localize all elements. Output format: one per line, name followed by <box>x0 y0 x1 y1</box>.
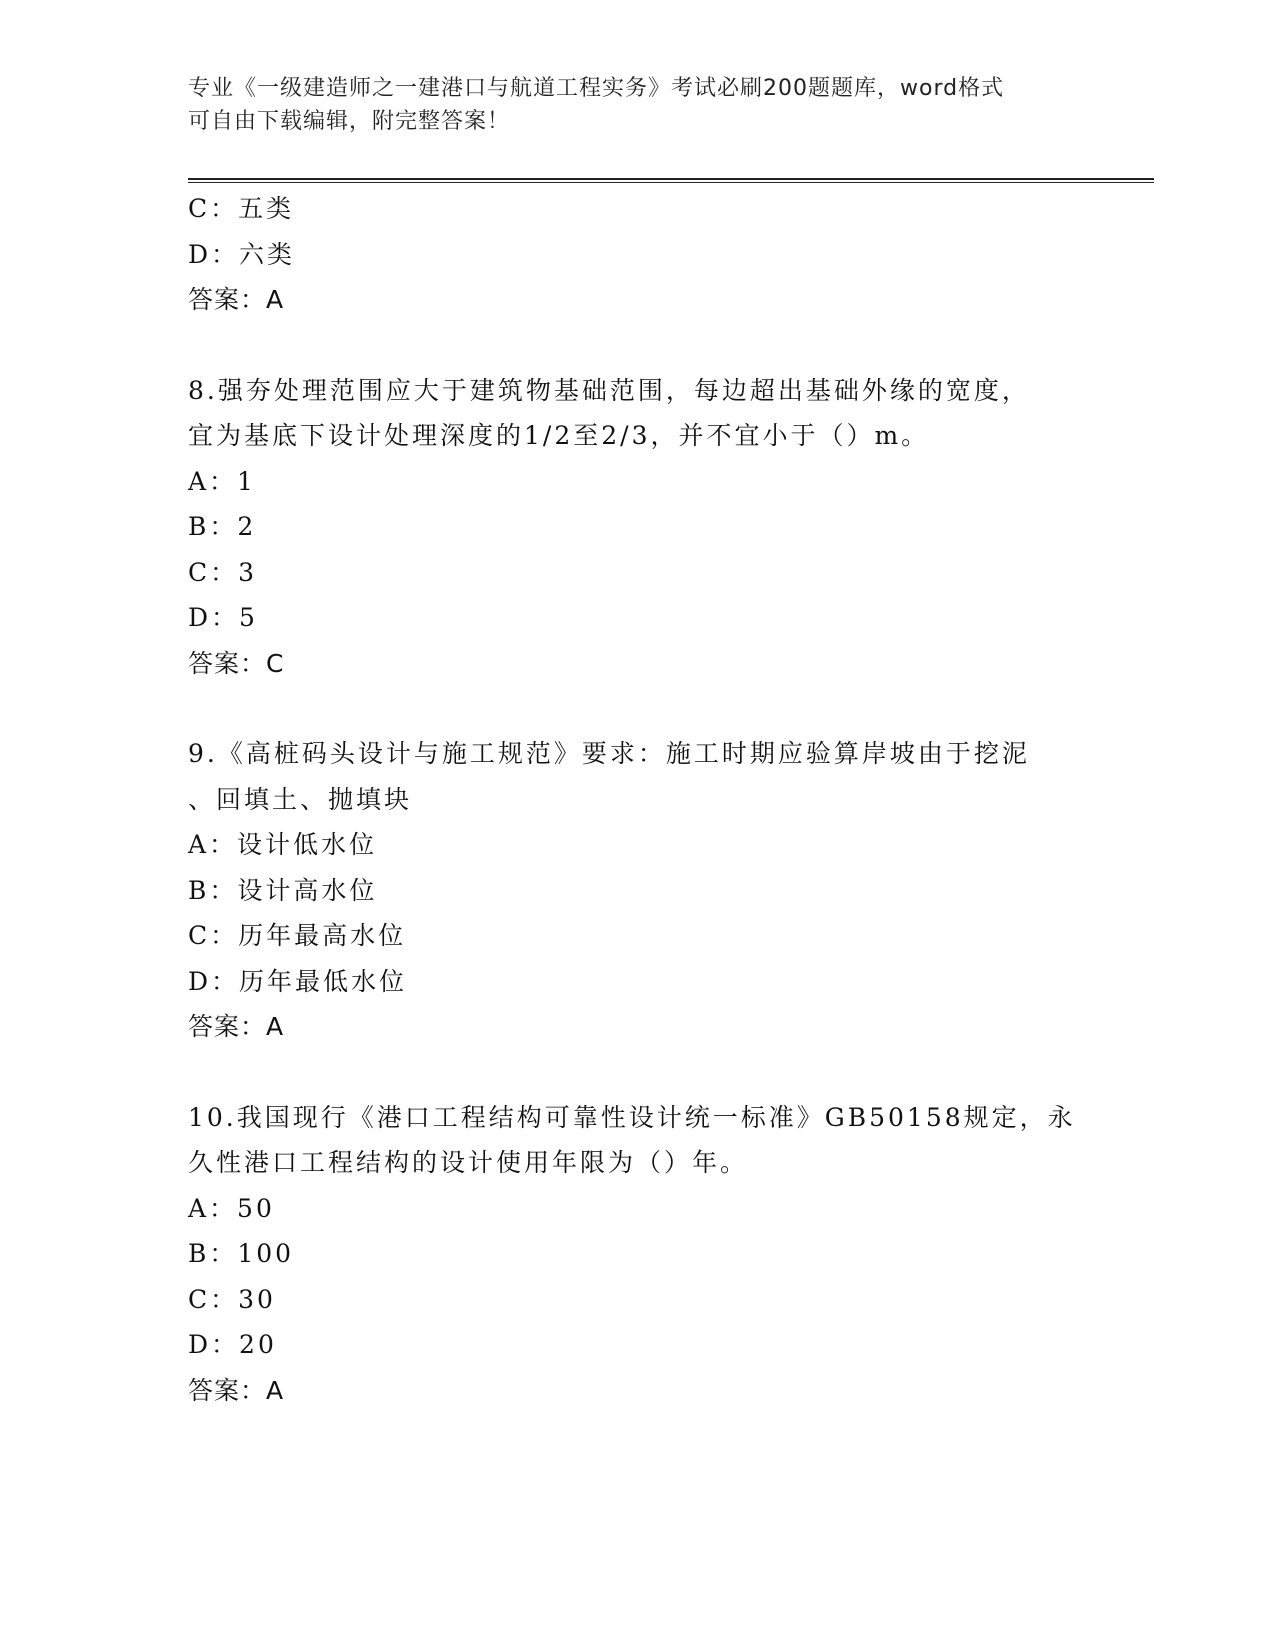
option-d: D：20 <box>188 1330 277 1359</box>
question-8 <box>188 368 1088 687</box>
answer-line: 答案：A <box>188 1375 285 1405</box>
spacer <box>188 323 1088 368</box>
question-stem: 、回填土、抛填块 <box>188 784 413 814</box>
question-10 <box>188 1095 1088 1414</box>
question-stem: 宜为基底下设计处理深度的1/2至2/3，并不宜小于（）m。 <box>188 421 930 450</box>
spacer <box>188 1050 1088 1095</box>
answer-line: 答案：A <box>188 1012 285 1041</box>
header-divider <box>188 178 1154 183</box>
option-d: D：5 <box>188 603 258 632</box>
option-a: A：50 <box>188 1193 275 1223</box>
option-d: D：历年最低水位 <box>188 966 408 996</box>
option-b: B：100 <box>188 1239 295 1268</box>
question-stem: 10.我国现行《港口工程结构可靠性设计统一标准》GB50158规定，永 <box>188 1102 1076 1132</box>
question-stem: 8.强夯处理范围应大于建筑物基础范围，每边超出基础外缘的宽度， <box>188 375 1030 405</box>
option-c: C：30 <box>188 1284 276 1314</box>
option-c: C：五类 <box>188 194 295 223</box>
spacer <box>188 686 1088 731</box>
header-line-1: 专业《一级建造师之一建港口与航道工程实务》考试必刷200题题库，word格式 <box>188 76 1005 101</box>
answer-line: 答案：A <box>188 285 285 314</box>
question-stem: 9.《高桩码头设计与施工规范》要求：施工时期应验算岸坡由于挖泥 <box>188 739 1030 768</box>
document-body <box>188 186 1088 1413</box>
option-b: B：设计高水位 <box>188 875 378 905</box>
option-d: D：六类 <box>188 239 296 269</box>
question-stem: 久性港口工程结构的设计使用年限为（）年。 <box>188 1148 749 1177</box>
answer-line: 答案：C <box>188 648 285 678</box>
option-a: A：设计低水位 <box>188 830 378 859</box>
option-b: B：2 <box>188 512 257 541</box>
question-7-continued <box>188 186 1088 323</box>
header-line-2: 可自由下载编辑，附完整答案！ <box>188 109 511 134</box>
option-c: C：3 <box>188 557 258 587</box>
document-header <box>188 72 1068 138</box>
option-a: A：1 <box>188 466 256 496</box>
option-c: C：历年最高水位 <box>188 921 407 950</box>
question-9 <box>188 731 1088 1050</box>
